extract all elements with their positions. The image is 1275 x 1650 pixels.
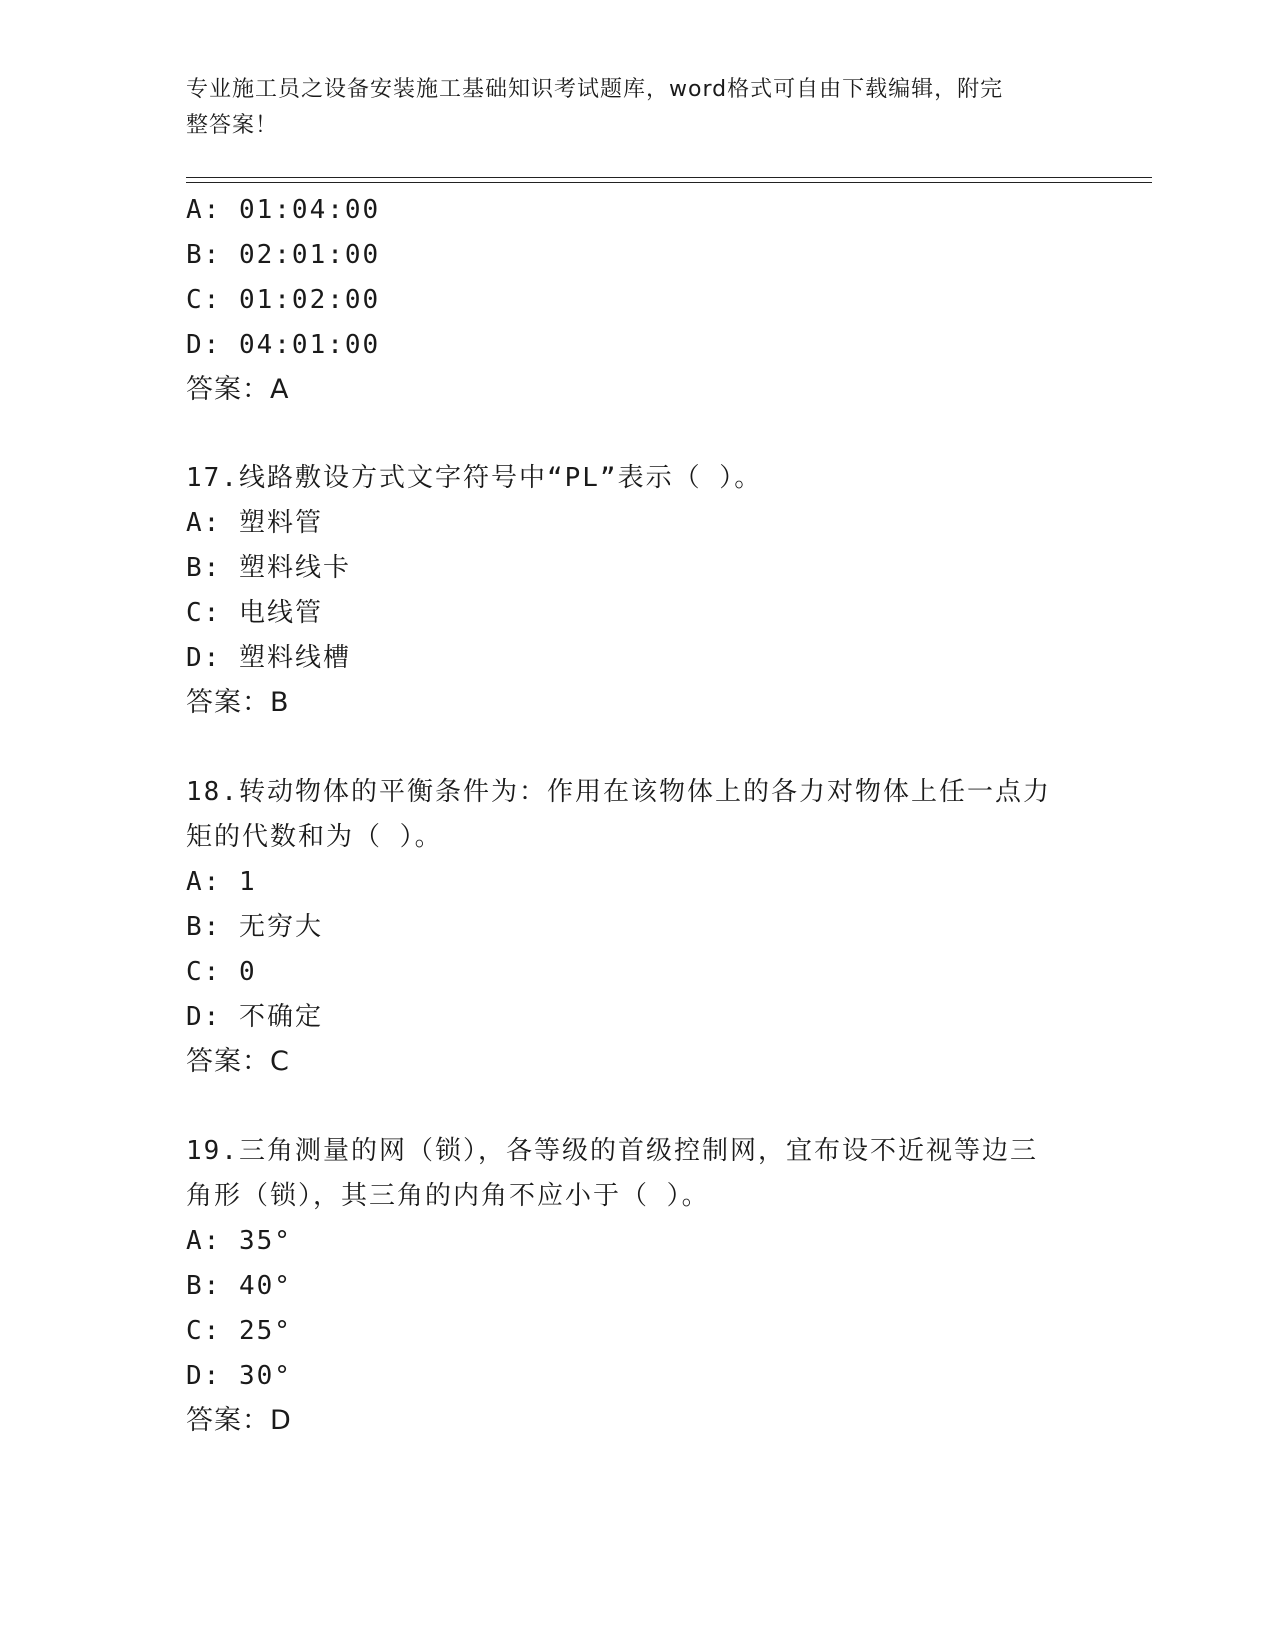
q18-question-line-1: 18.转动物体的平衡条件为：作用在该物体上的各力对物体上任一点力 (186, 777, 1051, 807)
header-line-1: 专业施工员之设备安装施工基础知识考试题库，word格式可自由下载编辑，附完 (186, 77, 1004, 102)
q19-question-line-2: 角形（锁），其三角的内角不应小于（ ）。 (186, 1181, 710, 1211)
q16-option-b: B: 02:01:00 (186, 240, 381, 270)
q16-option-c: C: 01:02:00 (186, 285, 381, 315)
q19-option-d: D: 30° (186, 1361, 292, 1391)
header-divider-top (186, 177, 1152, 178)
header-line-2: 整答案！ (186, 113, 279, 138)
q16-option-d: D: 04:01:00 (186, 330, 381, 360)
q18-option-a: A: 1 (186, 867, 257, 897)
q19-question-line-1: 19.三角测量的网（锁），各等级的首级控制网，宜布设不近视等边三 (186, 1136, 1038, 1166)
header-divider-bottom (186, 182, 1152, 183)
q17-answer: 答案：B (186, 687, 290, 718)
q16-answer: 答案：A (186, 374, 290, 405)
q17-option-a: A: 塑料管 (186, 508, 323, 538)
q17-option-b: B: 塑料线卡 (186, 553, 351, 583)
q19-option-b: B: 40° (186, 1271, 292, 1301)
q18-answer: 答案：C (186, 1046, 290, 1077)
document-header (186, 72, 1086, 144)
q19-option-c: C: 25° (186, 1316, 292, 1346)
q17-option-d: D: 塑料线槽 (186, 643, 351, 673)
q18-option-c: C: 0 (186, 957, 257, 987)
q17-question: 17.线路敷设方式文字符号中“PL”表示（ ）。 (186, 463, 763, 493)
q18-option-d: D: 不确定 (186, 1002, 323, 1032)
q17-option-c: C: 电线管 (186, 598, 323, 628)
q18-option-b: B: 无穷大 (186, 912, 323, 942)
q16-option-a: A: 01:04:00 (186, 195, 381, 225)
q18-question-line-2: 矩的代数和为（ ）。 (186, 822, 443, 852)
q19-option-a: A: 35° (186, 1226, 292, 1256)
q19-answer: 答案：D (186, 1405, 292, 1436)
